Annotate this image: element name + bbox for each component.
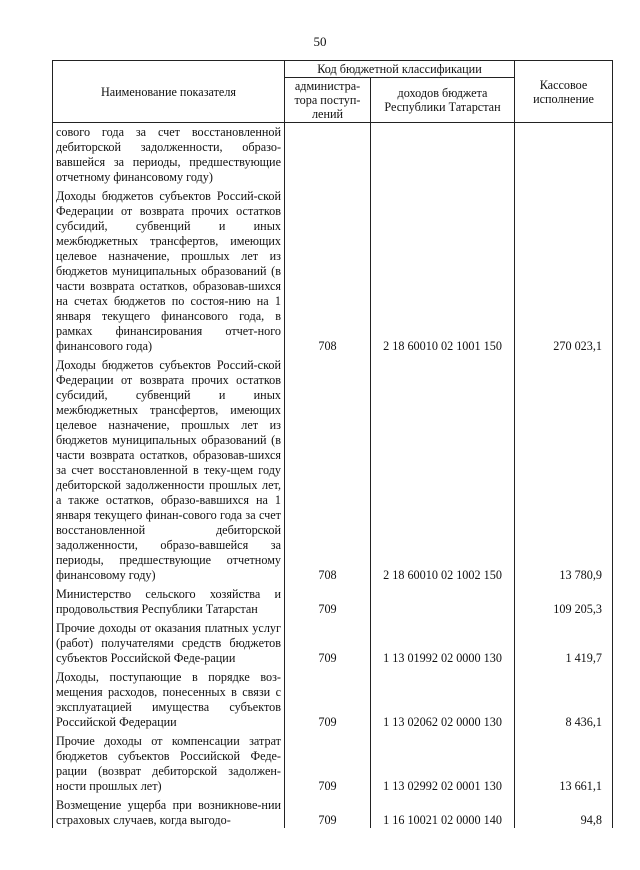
row-admin-code [285, 123, 371, 186]
row-income-code: 2 18 60010 02 1002 150 [371, 354, 515, 583]
row-admin-code: 709 [285, 730, 371, 794]
row-name: Прочие доходы от компенсации затрат бюджетов субъектов Российской Феде-рации (возврат дебиторской задолжен-ности прошлых лет) [53, 730, 285, 794]
table-row [53, 794, 613, 828]
table-row [53, 730, 613, 794]
row-admin-code: 709 [285, 617, 371, 666]
header-income-column: доходов бюджета Республики Татарстан [371, 78, 515, 123]
row-amount [515, 123, 613, 186]
row-name: Возмещение ущерба при возникнове-нии страховых случаев, когда выгодо- [53, 794, 285, 828]
row-income-code: 1 13 01992 02 0000 130 [371, 617, 515, 666]
row-admin-code: 708 [285, 354, 371, 583]
row-amount: 8 436,1 [515, 666, 613, 730]
table-row [53, 583, 613, 617]
row-admin-code: 709 [285, 794, 371, 828]
row-name: Министерство сельского хозяйства и продовольствия Республики Татарстан [53, 583, 285, 617]
row-amount: 13 661,1 [515, 730, 613, 794]
row-admin-code: 709 [285, 666, 371, 730]
header-admin-column: администра-тора поступ-лений [285, 78, 371, 123]
row-admin-code: 708 [285, 185, 371, 354]
table-row [53, 123, 613, 186]
page-number: 50 [313, 34, 327, 49]
row-income-code: 1 13 02992 02 0001 130 [371, 730, 515, 794]
row-amount: 270 023,1 [515, 185, 613, 354]
table-row [53, 666, 613, 730]
table-header [53, 61, 613, 123]
header-code-group: Код бюджетной классификации [285, 61, 515, 78]
row-name: Доходы, поступающие в порядке воз-мещения расходов, понесенных в связи с эксплуатацией имущества субъектов Российской Федерации [53, 666, 285, 730]
row-amount: 13 780,9 [515, 354, 613, 583]
row-name: Прочие доходы от оказания платных услуг (работ) получателями средств бюджетов субъектов Российской Феде-рации [53, 617, 285, 666]
row-amount: 109 205,3 [515, 583, 613, 617]
budget-table [52, 60, 613, 828]
row-name: сового года за счет восстановленной дебиторской задолженности, образо-вавшейся за периоды, предшествующие отчетному финансовому году) [53, 123, 285, 186]
row-income-code: 1 13 02062 02 0000 130 [371, 666, 515, 730]
row-name: Доходы бюджетов субъектов Россий-ской Федерации от возврата прочих остатков субсидий, субвенций и иных межбюджетных трансфертов, имеющих целевое назначение, прошлых лет из бюджетов муниципальных образований (в части возврата остатков, образовав-шихся за счет восстановленной в теку-щем году дебиторской задолженности прошлых лет, а также остатков, образо-вавшихся на 1 января текущего финан-сового года за счет восстановленной дебиторской задолженности, образо-вавшейся за периоды, предшествующие отчетному финансовому году) [53, 354, 285, 583]
table-row [53, 354, 613, 583]
row-income-code [371, 583, 515, 617]
row-amount: 94,8 [515, 794, 613, 828]
row-amount: 1 419,7 [515, 617, 613, 666]
row-name: Доходы бюджетов субъектов Россий-ской Федерации от возврата прочих остатков субсидий, субвенций и иных межбюджетных трансфертов, имеющих целевое назначение, прошлых лет из бюджетов муниципальных образований (в части возврата остатков, образовав-шихся на счетах бюджетов по состоя-нию на 1 января текущего финансового года, в рамках финансирования отчет-ного финансового года) [53, 185, 285, 354]
row-income-code [371, 123, 515, 186]
row-income-code: 2 18 60010 02 1001 150 [371, 185, 515, 354]
header-cash-column: Кассовое исполнение [515, 61, 613, 123]
table-row [53, 617, 613, 666]
row-admin-code: 709 [285, 583, 371, 617]
table-row [53, 185, 613, 354]
header-name-column: Наименование показателя [53, 61, 285, 123]
row-income-code: 1 16 10021 02 0000 140 [371, 794, 515, 828]
